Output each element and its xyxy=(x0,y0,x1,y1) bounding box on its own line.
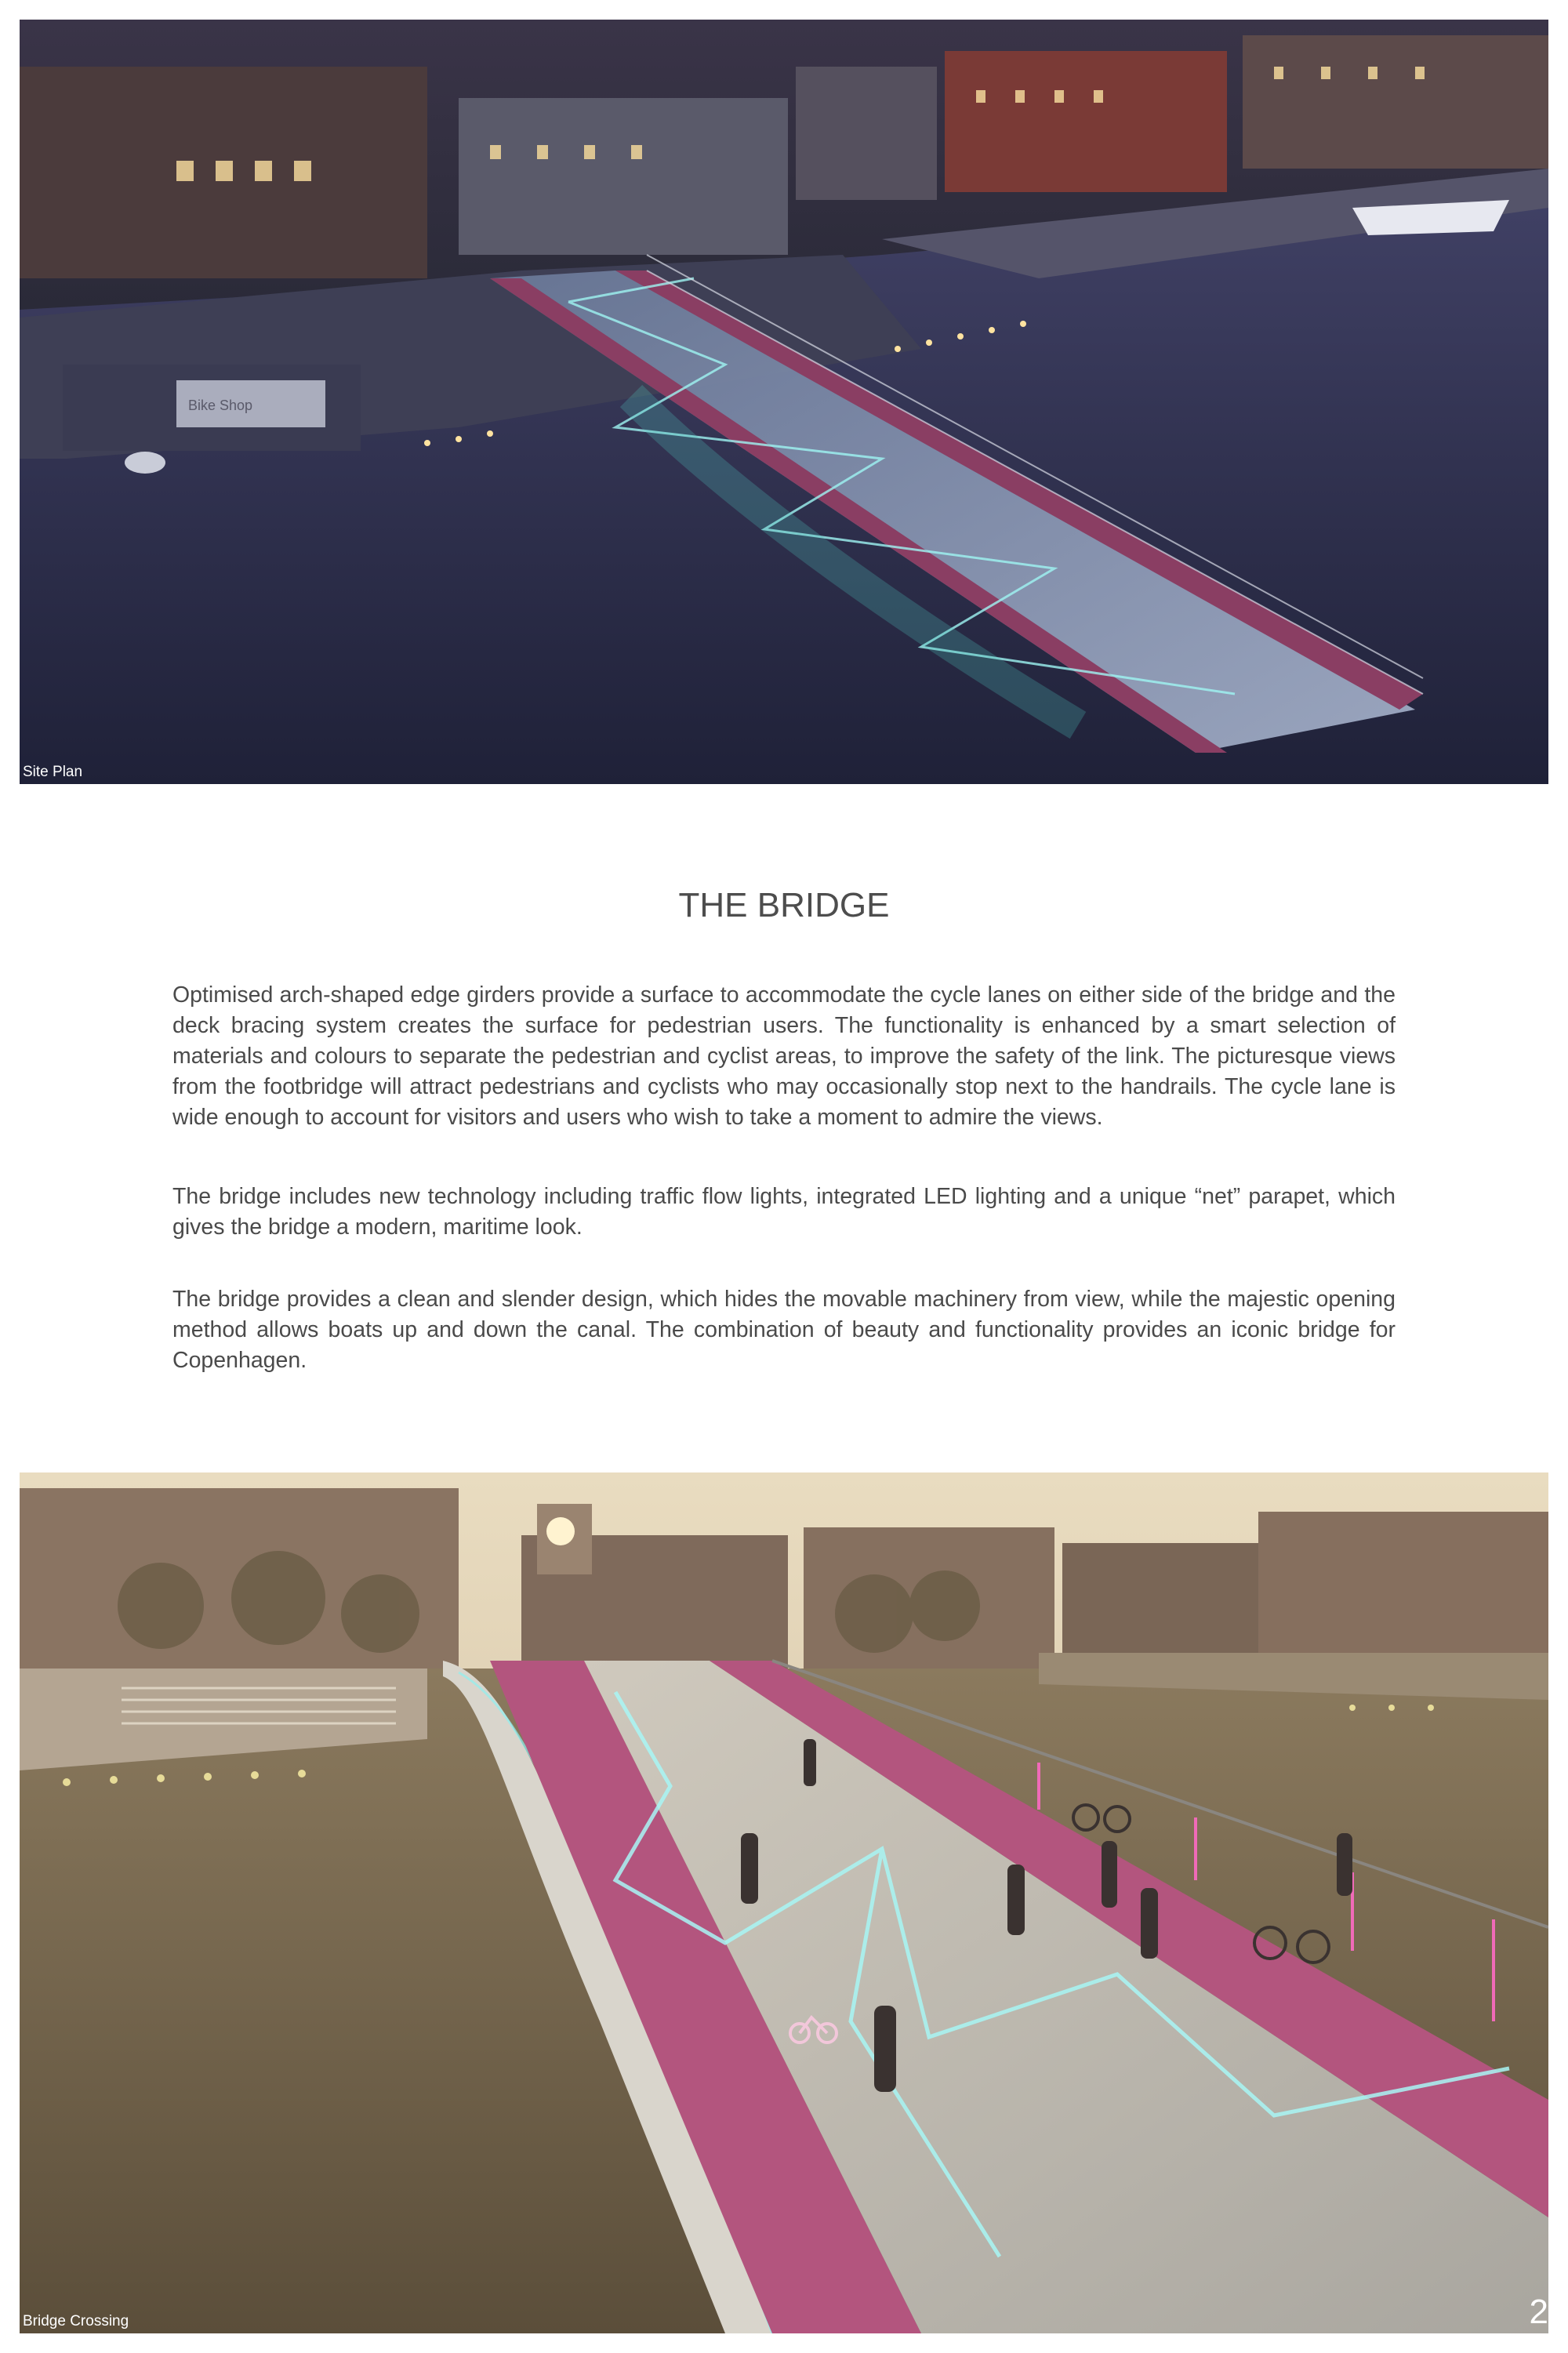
page-number: 2 xyxy=(1529,2293,1548,2331)
paragraph-design: The bridge provides a clean and slender design, which hides the movable machinery from view, while the majestic opening method allows boats up and down the canal. The combination of beauty and functionality provides an iconic bridge for Copenhagen. xyxy=(172,1287,1396,1373)
bridge-crossing-image xyxy=(20,1472,1548,2333)
section-title: THE BRIDGE xyxy=(678,886,890,924)
bridge-crossing-render xyxy=(20,1472,1548,2333)
bike-shop-sign: Bike Shop xyxy=(188,398,253,413)
bridge-crossing-caption: Bridge Crossing xyxy=(23,2313,129,2329)
site-plan-render xyxy=(20,20,1548,784)
paragraph-girders: Optimised arch-shaped edge girders provide a surface to accommodate the cycle lanes on either side of the bridge and the deck bracing system creates the surface for pedestrian users. The functionality is enhanced by a smart selection of materials and colours to separate the pedestrian and cyclist areas, to improve the safety of the link. The picturesque views from the footbridge will attract pedestrians and cyclists who may occasionally stop next to the handrails. The cycle lane is wide enough to account for visitors and users who wish to take a moment to admire the views. xyxy=(172,982,1396,1130)
site-plan-image xyxy=(20,20,1548,784)
paragraph-technology: The bridge includes new technology including traffic flow lights, integrated LED lighting and a unique “net” parapet, which gives the bridge a modern, maritime look. xyxy=(172,1184,1396,1240)
site-plan-caption: Site Plan xyxy=(23,764,83,780)
